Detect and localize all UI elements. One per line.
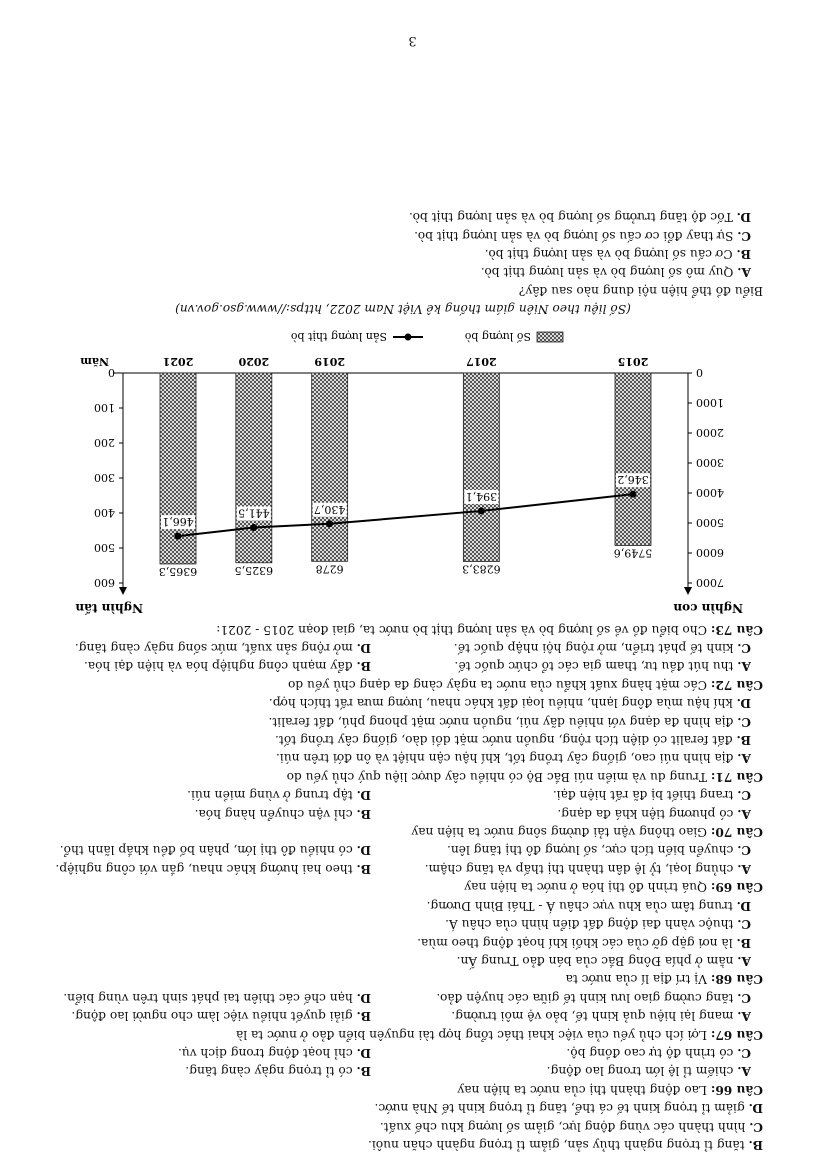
q71-a: A. địa hình núi cao, giống cây trồng tốt, khí hậu cận nhiệt và ôn đới trên núi. bbox=[276, 751, 751, 766]
right-tick-label: 500 bbox=[94, 541, 115, 555]
q66-row1: A. chiếm tỉ lệ lớn trong lao động. B. có tỉ trọng ngày càng tăng. bbox=[185, 1064, 751, 1079]
right-tick-label: 100 bbox=[94, 401, 115, 415]
question-66: Câu 66: Lao động thành thị của nước ta hiện nay bbox=[457, 1082, 763, 1097]
q68-d: D. trung tâm của khu vực châu Á - Thái Bình Dương. bbox=[426, 898, 751, 913]
right-tick-label: 400 bbox=[94, 506, 115, 520]
left-tick-label: 0 bbox=[696, 366, 703, 380]
prev-option-b: B. tăng tỉ trọng ngành thủy sản, giảm tỉ trọng ngành chăn nuôi. bbox=[368, 1138, 763, 1152]
line-label: 441,5 bbox=[238, 506, 270, 520]
q71-c: C. địa hình đa dạng với nhiều dãy núi, nguồn nước mặt phong phú, đất feralit. bbox=[268, 714, 751, 729]
left-axis-arrow bbox=[684, 587, 692, 595]
x-tick-label: 2017 bbox=[466, 355, 497, 369]
x-tick-label: 2021 bbox=[162, 355, 194, 369]
bar bbox=[236, 373, 272, 563]
right-axis-arrow bbox=[119, 587, 127, 595]
page-number: 3 bbox=[408, 33, 417, 48]
left-tick-label: 7000 bbox=[696, 576, 724, 590]
x-tick-label: 2020 bbox=[238, 355, 270, 369]
line-label: 430,7 bbox=[313, 502, 346, 516]
left-tick-label: 5000 bbox=[696, 516, 724, 530]
prev-option-d: D. giảm tỉ trọng kinh tế cá thể, tăng tỉ trọng kinh tế Nhà nước. bbox=[374, 1101, 763, 1116]
q72-row1: A. thu hút đầu tư, tham gia các tổ chức quốc tế. B. đẩy mạnh công nghiệp hóa và hiện đại hóa. bbox=[83, 659, 751, 674]
bar-label: 6283,3 bbox=[462, 562, 501, 576]
left-tick-label: 4000 bbox=[696, 486, 724, 500]
chart-source: (Số liệu theo Niên giám thống kê Việt Nam 2022, https://www.gso.gov.vn) bbox=[175, 302, 631, 317]
question-72: Câu 72: Các mặt hàng xuất khẩu của nước ta ngày càng đa dạng chủ yếu do bbox=[287, 677, 763, 692]
question-70: Câu 70: Giao thông vận tải đường sông nước ta hiện nay bbox=[411, 825, 763, 840]
line-label: 466,1 bbox=[162, 515, 194, 529]
right-tick-label: 300 bbox=[94, 471, 115, 485]
q66-row2: C. có trình độ tự cao đồng bộ. D. chỉ hoạt động trong dịch vụ. bbox=[177, 1045, 751, 1060]
q71-b: B. đất feralit có diện tích rộng, nguồn nước mặt dồi dào, giống cây trồng tốt. bbox=[275, 733, 751, 748]
right-axis-label: Nghìn tấn bbox=[75, 601, 143, 616]
legend-line-marker bbox=[405, 334, 412, 341]
chart-question: Biểu đồ thể hiện nội dung nào sau đây? bbox=[518, 283, 763, 298]
q72-row2: C. kinh tế phát triển, mở rộng hội nhập quốc tế. D. mở rộng sản xuất, mức sống ngày càng tăng. bbox=[74, 641, 751, 656]
q73-b: B. Cơ cấu số lượng bò và sản lượng thịt bò. bbox=[484, 247, 751, 261]
question-73: Câu 73: Cho biểu đồ về số lượng bò và sản lượng thịt bò nước ta, giai đoạn 2015 - 2021: bbox=[216, 622, 763, 637]
right-tick-label: 200 bbox=[94, 436, 115, 450]
q71-d: D. khí hậu mùa đông lạnh, nhiều loại đất khác nhau, lượng mưa rất thích hợp. bbox=[268, 696, 751, 711]
q68-a: A. nằm ở phía Đông Bắc của bán đảo Trung Ấn. bbox=[456, 953, 751, 968]
q73-d: D. Tốc độ tăng trưởng số lượng bò và sản lượng thịt bò. bbox=[409, 210, 751, 225]
bar-label: 5749,6 bbox=[613, 546, 653, 560]
left-tick-label: 1000 bbox=[696, 396, 724, 410]
q70-row1: A. có phương tiện khá đa dạng. B. chỉ vận chuyển hàng hóa. bbox=[194, 806, 751, 821]
left-tick-label: 2000 bbox=[696, 426, 724, 440]
bar bbox=[312, 373, 348, 561]
x-axis-label: Năm bbox=[80, 355, 109, 369]
q68-b: B. là nơi gặp gỡ của các khối khí hoạt động theo mùa. bbox=[417, 935, 751, 950]
q73-c: C. Sự thay đổi cơ cấu số lượng bò và sản lượng thịt bò. bbox=[414, 228, 751, 243]
q67-row1: A. mang lại hiệu quả kinh tế, bảo vệ môi trường. B. giải quyết nhiều việc làm cho người lao động. bbox=[71, 1009, 751, 1024]
question-67: Câu 67: Lợi ích chủ yếu của việc khai thác tổng hợp tài nguyên biển đảo ở nước ta là bbox=[235, 1027, 763, 1042]
q69-row2: C. chuyển biến tích cực, số lượng đô thị tăng lên. D. có nhiều đô thị lớn, phân bố đều khắp lãnh thổ. bbox=[59, 843, 751, 858]
line-point bbox=[175, 533, 182, 540]
legend-bar-swatch bbox=[537, 332, 563, 342]
line-point bbox=[630, 491, 637, 498]
q69-row1: A. chủng loại, tỷ lệ dân thành thị thấp và tăng chậm. B. theo hai hướng khác nhau, gắn với công nghiệp. bbox=[55, 861, 751, 876]
prev-option-c: C. hình thành các vùng động lực, giảm số lượng khu chế xuất. bbox=[379, 1119, 763, 1134]
line-point bbox=[326, 520, 333, 527]
q68-c: C. thuộc vành đai động đất điển hình của châu Á. bbox=[445, 917, 751, 932]
chart-bars bbox=[159, 373, 653, 578]
line-label: 346,2 bbox=[617, 473, 649, 487]
line-label: 394,1 bbox=[465, 490, 498, 504]
bar-label: 6325,5 bbox=[234, 563, 274, 577]
chart-line bbox=[161, 473, 650, 539]
q67-row2: C. tăng cường giao lưu kinh tế giữa các huyện đảo. D. hạn chế các thiên tai phát sinh trên vùng biển. bbox=[63, 990, 751, 1005]
question-69: Câu 69: Quá trình đô thị hóa ở nước ta hiện nay bbox=[464, 880, 763, 895]
line-point bbox=[250, 524, 257, 531]
left-tick-label: 6000 bbox=[696, 546, 724, 560]
x-tick-label: 2019 bbox=[314, 355, 345, 369]
question-71: Câu 71: Trung du và miền núi Bắc Bộ có nhiều cây dược liệu quý chủ yếu do bbox=[286, 769, 763, 784]
bar bbox=[463, 373, 499, 561]
question-68: Câu 68: Vị trí địa lí của nước ta bbox=[565, 972, 763, 987]
bar bbox=[615, 373, 651, 545]
right-tick-label: 600 bbox=[94, 576, 115, 590]
combo-chart bbox=[43, 318, 763, 618]
page-content bbox=[43, 208, 763, 1154]
legend-bar-label: Số lượng bò bbox=[464, 330, 531, 344]
x-tick-label: 2015 bbox=[617, 355, 649, 369]
left-axis-label: Nghìn con bbox=[673, 601, 743, 616]
right-tick-label: 0 bbox=[108, 366, 115, 380]
bar-label: 6365,3 bbox=[158, 565, 198, 579]
q70-row2: C. trang thiết bị đã rất hiện đại. D. tập trung ở vùng miền núi. bbox=[187, 788, 751, 803]
line-point bbox=[478, 508, 485, 515]
chart-svg bbox=[43, 318, 763, 618]
left-tick-label: 3000 bbox=[696, 456, 724, 470]
q73-a: A. Quy mô số lượng bò và sản lượng thịt bò. bbox=[480, 265, 751, 280]
legend-line-label: Sản lượng thịt bò bbox=[290, 330, 387, 344]
chart-legend bbox=[290, 330, 563, 343]
bar-label: 6278 bbox=[315, 562, 344, 576]
